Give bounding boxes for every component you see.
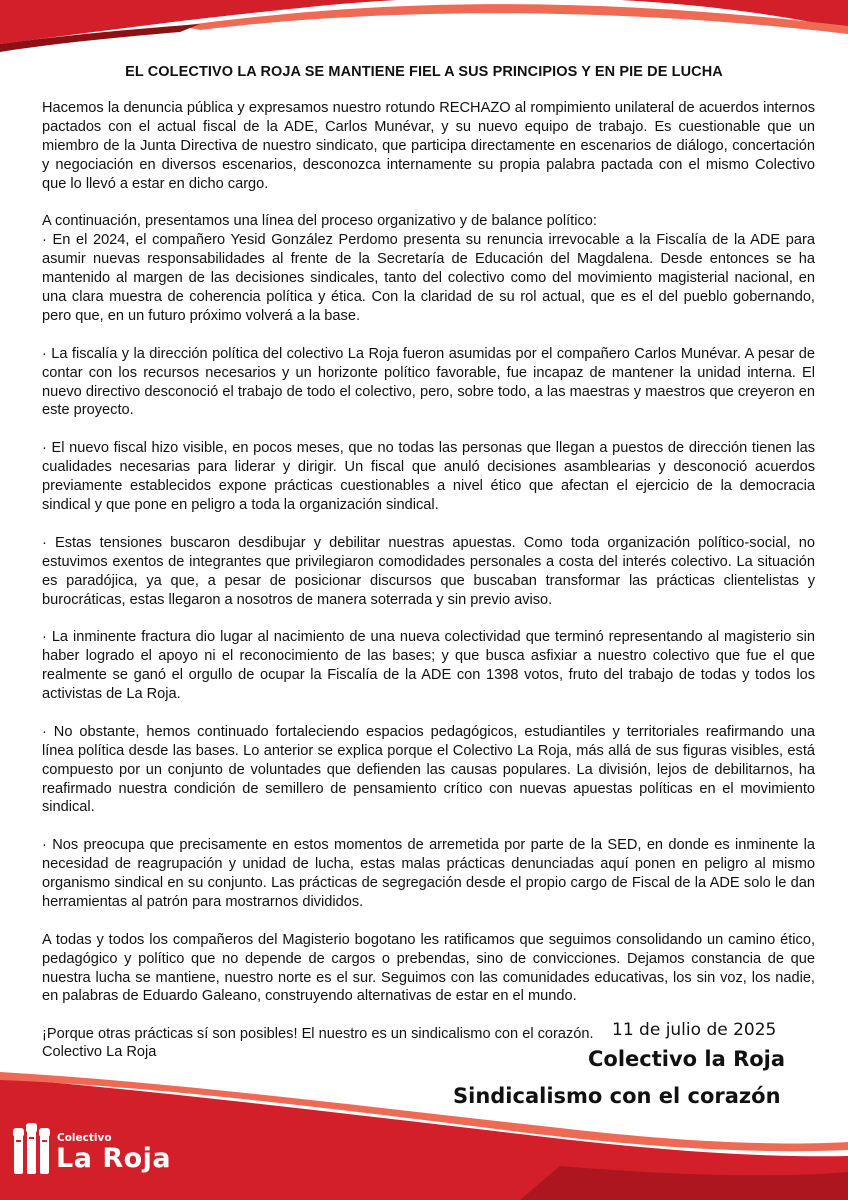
paragraph: A continuación, presentamos una línea del proceso organizativo y de balance político: [42, 213, 597, 230]
paragraph: Hacemos la denuncia pública y expresamos nuestro rotundo RECHAZO al rompimiento unilateral de acuerdos internos pactados con el actual fiscal de la ADE, Carlos Munévar, y su nuevo equipo de trabajo. Es cuestionable que un miembro de la Junta Directiva de nuestro sindicato, que participa directamente en escenarios de diálogo, concertación y negociación en diversos escenarios, desconozca internamente su propia palabra pactada con el mismo Colectivo que lo llevó a estar en dicho cargo. [42, 100, 815, 192]
paragraph: · Nos preocupa que precisamente en estos momentos de arremetida por parte de la SED, en donde es inminente la necesidad de reagrupación y unidad de lucha, estas malas prácticas denunciadas aquí ponen en peligro al mismo organismo sindical en su conjunto. Las prácticas de segregación desde el propio cargo de Fiscal de la ADE solo le dan herramientas al patrón para mostrarnos divididos. [42, 837, 815, 910]
signature-plain: Colectivo La Roja [42, 1044, 157, 1060]
paragraph: · No obstante, hemos continuado fortaleciendo espacios pedagógicos, estudiantiles y territoriales reafirmando una línea política desde las bases. Lo anterior se explica porque el Colectivo La Roja, más allá de sus figuras visibles, está compuesto por un conjunto de voluntades que defienden las causas populares. La división, lejos de debilitarnos, ha reafirmado nuestra condición de semillero de pensamiento crítico con nuevas apuestas políticas en el movimiento sindical. [42, 723, 815, 816]
paragraph: ¡Porque otras prácticas sí son posibles! El nuestro es un sindicalismo con el corazón. [42, 1026, 594, 1043]
logo-small-text: Colectivo [57, 1132, 112, 1144]
paragraph: · En el 2024, el compañero Yesid González Perdomo presenta su renuncia irrevocable a la Fiscalía de la ADE para asumir nuevas responsabilidades al frente de la Secretaría de Educación del Magdalena. Desde entonces se ha mantenido al margen de las decisiones sindicales, tanto del colectivo como del movimiento magisterial nacional, en una clara muestra de coherencia política y ética. Con la claridad de su rol actual, que es el del pueblo gobernando, pero que, en un futuro próximo volverá a la base. [42, 232, 815, 324]
paragraph: · La inminente fractura dio lugar al nacimiento de una nueva colectividad que terminó representando al magisterio sin haber logrado el apoyo ni el reconocimiento de las bases; y que busca asfixiar a nuestro colectivo que fue el que realmente se ganó el orgullo de ocupar la Fiscalía de la ADE con 1398 votos, fruto del trabajo de todas y todos los activistas de La Roja. [42, 629, 815, 703]
signature-line-2: Sindicalismo con el corazón [453, 1084, 781, 1108]
paragraph: A todas y todos los compañeros del Magisterio bogotano les ratificamos que seguimos consolidando un camino ético, pedagógico y político que no depende de cargos o prebendas, sino de convicciones. Dejamos constancia de que nuestra lucha se mantiene, nuestro norte es el sur. Seguimos con las comunidades educativas, los sin voz, los nadie, en palabras de Eduardo Galeano, construyendo alternativas de estar en el mundo. [42, 931, 815, 1005]
paragraph: · La fiscalía y la dirección política del colectivo La Roja fueron asumidas por el compañero Carlos Munévar. A pesar de contar con los recursos necesarios y un horizonte político favorable, fue incapaz de mantener la unidad interna. El nuevo directivo desconoció el trabajo de todo el colectivo, pero, sobre todo, a las maestras y maestros que creyeron en este proyecto. [42, 345, 815, 419]
document-date: 11 de julio de 2025 [612, 1020, 777, 1040]
signature-line-1: Colectivo la Roja [588, 1047, 786, 1071]
document-title: EL COLECTIVO LA ROJA SE MANTIENE FIEL A SUS PRINCIPIOS Y EN PIE DE LUCHA [125, 64, 723, 80]
document-body [42, 99, 815, 1063]
paragraph: · El nuevo fiscal hizo visible, en pocos meses, que no todas las personas que llegan a puestos de dirección tienen las cualidades necesarias para liderar y dirigir. Un fiscal que anuló decisiones asamblearias y desconoció acuerdos previamente establecidos expone prácticas cuestionables a nivel ético que afectan el ejercicio de la democracia sindical y que pone en peligro a toda la organización sindical. [42, 440, 815, 513]
logo-big-text: La Roja [56, 1143, 172, 1174]
paragraph: · Estas tensiones buscaron desdibujar y debilitar nuestras apuestas. Como toda organización político-social, no estuvimos exentos de integrantes que privilegiaron comodidades personales a costa del interés colectivo. La situación es paradójica, ya que, a pesar de posicionar discursos que buscaban transformar las prácticas clientelistas y burocráticas, estas llegaron a nosotros de manera soterrada y sin previo aviso. [42, 534, 815, 608]
